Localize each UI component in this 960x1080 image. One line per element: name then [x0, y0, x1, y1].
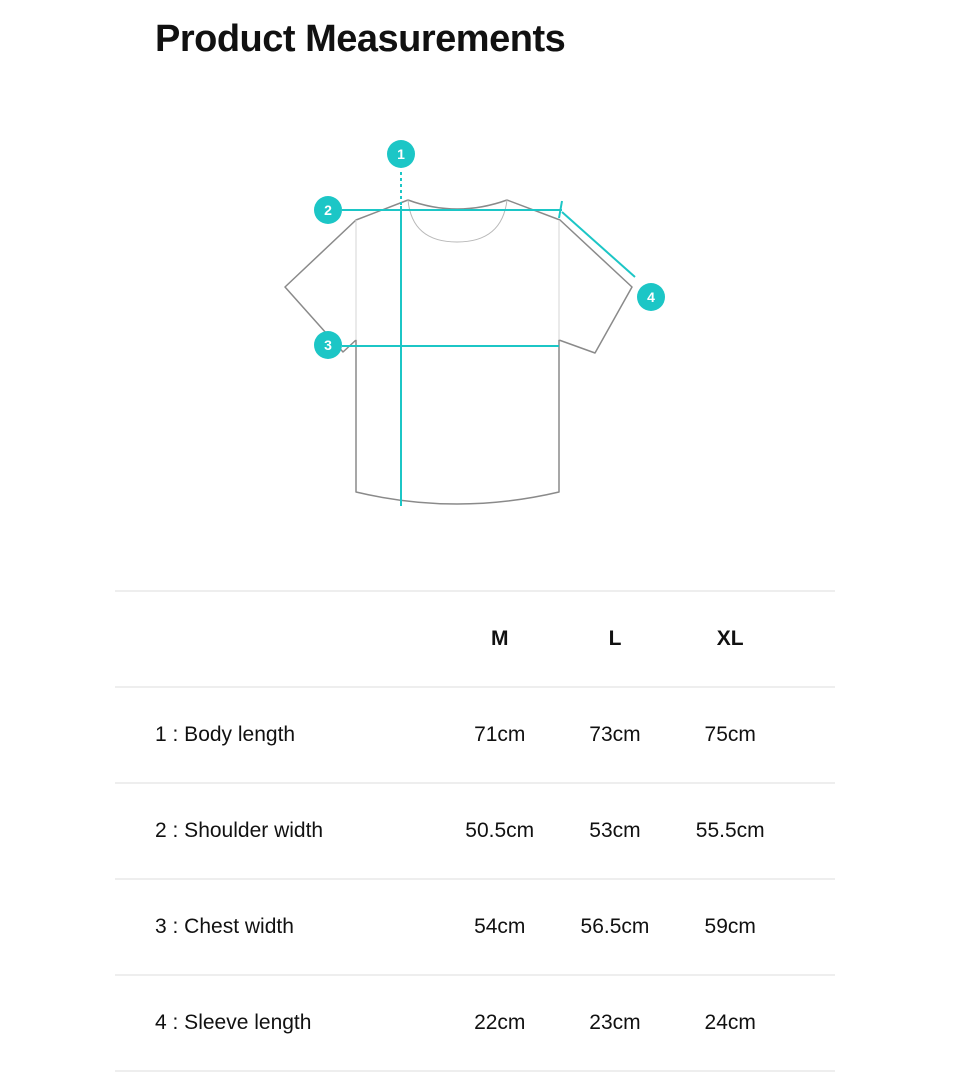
row-label: 2 : Shoulder width — [155, 819, 324, 842]
marker-2-icon — [314, 196, 342, 224]
row-label: 3 : Chest width — [155, 915, 294, 938]
size-header-l: L — [608, 627, 622, 650]
size-header-xl: XL — [716, 627, 744, 650]
cell-value: 50.5cm — [465, 819, 535, 842]
measurements-table — [115, 590, 835, 1072]
tshirt-neckline — [408, 200, 507, 242]
cell-value: 75cm — [704, 723, 756, 746]
cell-value: 24cm — [704, 1011, 756, 1034]
marker-3-icon — [314, 331, 342, 359]
table-row — [115, 975, 835, 1071]
cell-value: 56.5cm — [580, 915, 650, 938]
table-row — [115, 879, 835, 975]
marker-1-icon — [387, 140, 415, 168]
cell-value: 59cm — [704, 915, 756, 938]
cell-value: 53cm — [589, 819, 641, 842]
marker-4-icon — [637, 283, 665, 311]
table-row — [115, 687, 835, 783]
svg-text:2: 2 — [324, 202, 332, 218]
svg-text:3: 3 — [324, 337, 332, 353]
table-header-row — [115, 591, 835, 687]
cell-value: 54cm — [474, 915, 526, 938]
size-header-m: M — [490, 627, 509, 650]
cell-value: 22cm — [474, 1011, 526, 1034]
row-label: 4 : Sleeve length — [155, 1011, 312, 1034]
table-row — [115, 783, 835, 879]
cell-value: 73cm — [589, 723, 641, 746]
page-title: Product Measurements — [155, 18, 566, 60]
size-chart — [115, 590, 835, 1072]
row-label: 1 : Body length — [155, 723, 296, 746]
svg-text:1: 1 — [397, 146, 405, 162]
header-empty-cell — [115, 591, 442, 687]
sleeve-length-line — [562, 212, 635, 277]
svg-text:4: 4 — [647, 289, 655, 305]
tshirt-collar — [408, 200, 507, 209]
cell-value: 55.5cm — [695, 819, 765, 842]
cell-value: 23cm — [589, 1011, 641, 1034]
cell-value: 71cm — [474, 723, 526, 746]
